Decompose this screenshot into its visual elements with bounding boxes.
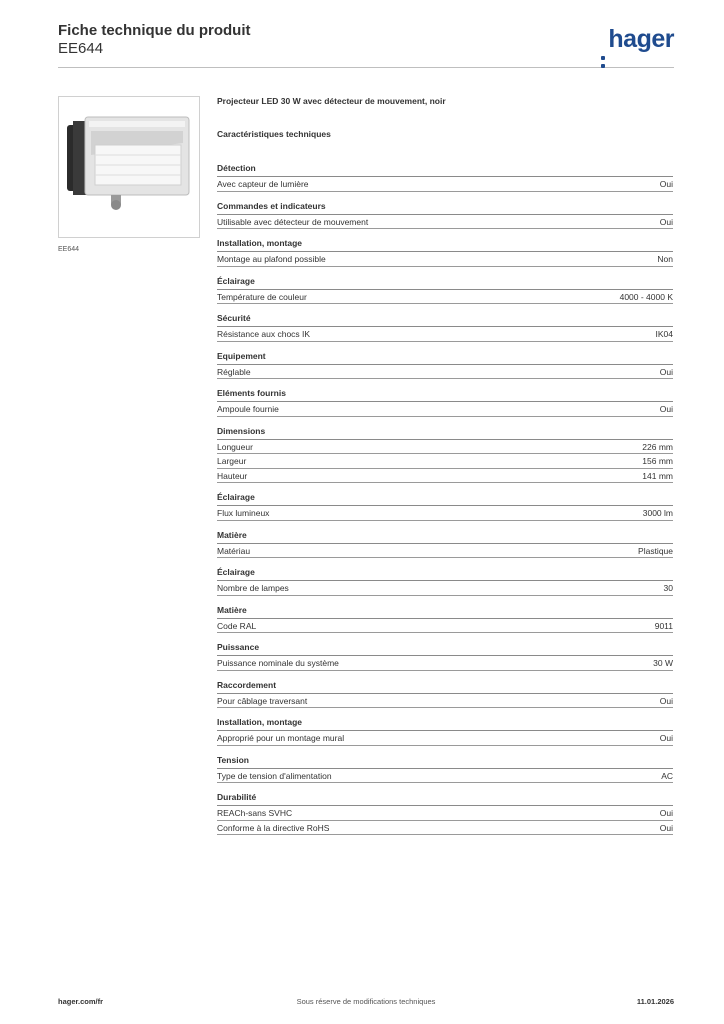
spec-label: Réglable: [217, 366, 251, 377]
spec-value: 156 mm: [642, 456, 673, 466]
spec-label: Type de tension d'alimentation: [217, 770, 332, 781]
spec-label: Largeur: [217, 456, 247, 466]
spec-section: [217, 313, 673, 342]
spec-section: [217, 276, 673, 305]
spec-value: Oui: [659, 404, 673, 414]
spec-label: Température de couleur: [217, 291, 307, 302]
spec-row: [217, 327, 673, 342]
section-title: Durabilité: [217, 792, 673, 806]
section-title: Eléments fournis: [217, 388, 673, 402]
spec-row: [217, 806, 673, 821]
hager-logo: [601, 24, 674, 54]
spec-label: Conforme à la directive RoHS: [217, 822, 330, 833]
spec-value: IK04: [655, 329, 673, 339]
spec-row: [217, 821, 673, 836]
section-title: Matière: [217, 605, 673, 619]
spec-label: Matériau: [217, 545, 251, 556]
spec-value: Oui: [659, 695, 673, 706]
spec-value: Oui: [659, 216, 673, 227]
spec-section: [217, 642, 673, 671]
floodlight-illustration: [59, 97, 200, 238]
product-image: [58, 96, 200, 238]
spec-value: Oui: [659, 822, 673, 833]
spec-row: [217, 440, 673, 455]
spec-row: [217, 506, 673, 521]
footer-notice: Sous réserve de modifications techniques: [296, 997, 436, 1006]
spec-value: 4000 - 4000 K: [619, 291, 673, 302]
section-title: Tension: [217, 755, 673, 769]
section-title: Éclairage: [217, 492, 673, 506]
spec-label: REACh-sans SVHC: [217, 808, 293, 818]
page-title: Fiche technique du produit: [58, 22, 251, 39]
spec-row: [217, 544, 673, 559]
spec-label: Utilisable avec détecteur de mouvement: [217, 216, 369, 227]
spec-heading: Caractéristiques techniques: [217, 129, 331, 139]
spec-label: Montage au plafond possible: [217, 254, 326, 264]
product-reference: EE644: [58, 40, 104, 57]
section-title: Puissance: [217, 642, 673, 656]
spec-label: Nombre de lampes: [217, 583, 289, 593]
spec-section: [217, 567, 673, 596]
spec-value: AC: [661, 770, 673, 781]
spec-value: 141 mm: [642, 470, 673, 481]
spec-value: 30 W: [653, 658, 673, 668]
spec-sections: [217, 163, 673, 835]
image-caption: EE644: [58, 246, 80, 253]
spec-row: [217, 454, 673, 469]
section-title: Détection: [217, 163, 673, 177]
spec-value: 3000 lm: [642, 508, 673, 518]
footer-date: 11.01.2026: [636, 997, 674, 1006]
section-title: Installation, montage: [217, 238, 673, 252]
spec-row: [217, 469, 673, 484]
spec-value: 9011: [654, 620, 673, 631]
spec-value: Oui: [659, 179, 673, 189]
spec-row: [217, 215, 673, 230]
spec-value: Plastique: [638, 545, 673, 556]
spec-row: [217, 402, 673, 417]
spec-label: Résistance aux chocs IK: [217, 329, 311, 339]
section-title: Commandes et indicateurs: [217, 201, 673, 215]
spec-value: Non: [657, 254, 673, 264]
spec-section: [217, 351, 673, 380]
spec-row: [217, 694, 673, 709]
section-title: Matière: [217, 530, 673, 544]
spec-value: Oui: [659, 808, 673, 818]
spec-row: [217, 581, 673, 596]
spec-section: [217, 238, 673, 267]
spec-label: Hauteur: [217, 470, 248, 481]
spec-value: Oui: [659, 366, 673, 377]
section-title: Raccordement: [217, 680, 673, 694]
spec-row: [217, 177, 673, 192]
spec-value: 226 mm: [642, 441, 673, 452]
spec-row: [217, 290, 673, 305]
spec-section: [217, 388, 673, 417]
document-header: [58, 22, 674, 68]
section-title: Installation, montage: [217, 717, 673, 731]
spec-section: [217, 717, 673, 746]
footer-website: hager.com/fr: [58, 997, 104, 1006]
spec-section: [217, 680, 673, 709]
spec-row: [217, 365, 673, 380]
spec-label: Ampoule fournie: [217, 404, 279, 414]
spec-section: [217, 792, 673, 835]
spec-value: 30: [663, 583, 673, 593]
spec-label: Pour câblage traversant: [217, 695, 308, 706]
spec-row: [217, 252, 673, 267]
section-title: Sécurité: [217, 313, 673, 327]
spec-label: Flux lumineux: [217, 508, 270, 518]
spec-row: [217, 731, 673, 746]
spec-row: [217, 619, 673, 634]
spec-section: [217, 605, 673, 634]
spec-row: [217, 656, 673, 671]
spec-section: [217, 530, 673, 559]
logo-text: hager: [608, 25, 674, 53]
section-title: Éclairage: [217, 276, 673, 290]
section-title: Dimensions: [217, 426, 673, 440]
product-description: Projecteur LED 30 W avec détecteur de mouvement, noir: [217, 96, 446, 106]
spec-section: [217, 201, 673, 230]
spec-section: [217, 426, 673, 484]
spec-label: Code RAL: [217, 620, 257, 631]
spec-label: Puissance nominale du système: [217, 658, 339, 668]
section-title: Equipement: [217, 351, 673, 365]
spec-section: [217, 492, 673, 521]
spec-label: Longueur: [217, 441, 253, 452]
section-title: Éclairage: [217, 567, 673, 581]
spec-label: Approprié pour un montage mural: [217, 733, 345, 743]
spec-value: Oui: [659, 733, 673, 743]
spec-row: [217, 769, 673, 784]
spec-section: [217, 163, 673, 192]
spec-label: Avec capteur de lumière: [217, 179, 309, 189]
spec-section: [217, 755, 673, 784]
spec-content: [217, 96, 673, 835]
